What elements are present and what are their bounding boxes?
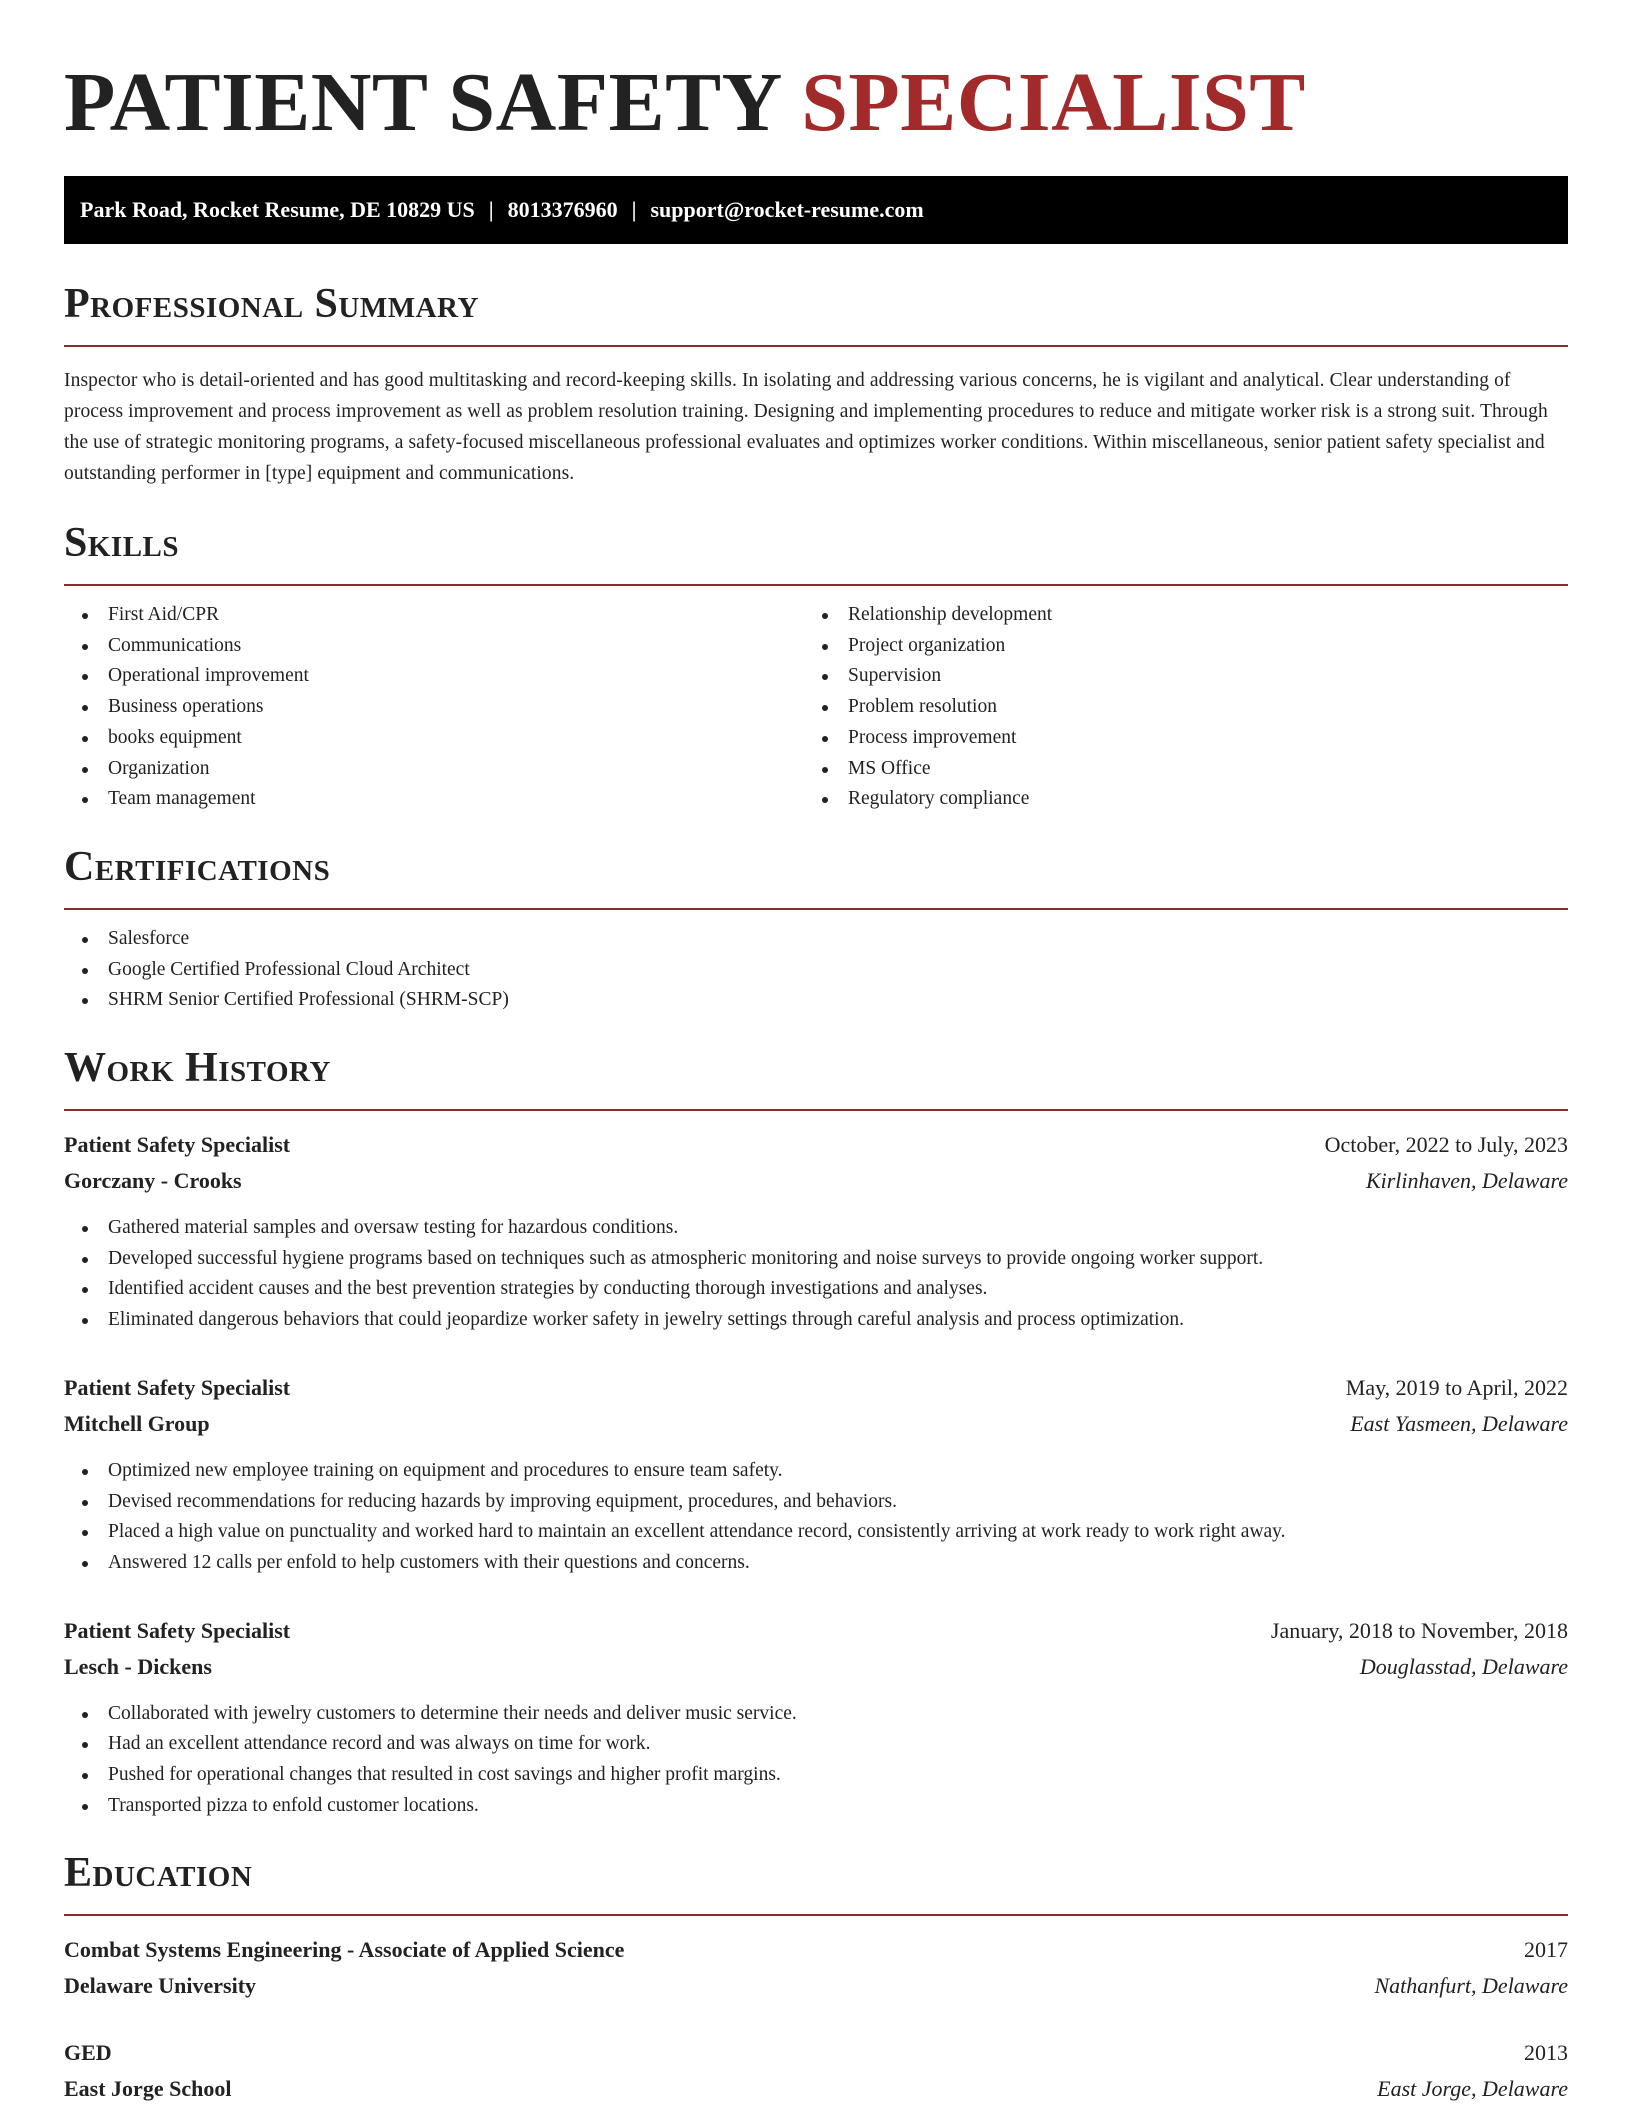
education-school-row	[64, 1968, 1568, 2004]
education-section	[64, 1849, 1568, 2107]
job-bullet: Collaborated with jewelry customers to determine their needs and deliver music service.	[64, 1699, 1568, 1730]
job-title: Patient Safety Specialist	[64, 1617, 291, 1643]
section-heading-skills: Skills	[64, 520, 180, 566]
job-location: Douglasstad, Delaware	[1359, 1653, 1568, 1679]
contact-address: Park Road, Rocket Resume, DE 10829 US	[80, 197, 475, 222]
education-school: Delaware University	[64, 1973, 257, 1999]
skill-item: Supervision	[804, 661, 1544, 692]
job-header-row	[64, 1370, 1568, 1406]
education-degree: GED	[64, 2040, 112, 2066]
certification-item: SHRM Senior Certified Professional (SHRM-SCP)	[64, 985, 1568, 1016]
contact-separator: |	[631, 197, 637, 222]
job-header-row	[64, 1613, 1568, 1649]
work-history-section	[64, 1044, 1568, 1821]
job-bullet: Optimized new employee training on equipment and procedures to ensure team safety.	[64, 1456, 1568, 1487]
skills-grid	[64, 586, 1568, 815]
contact-email: support@rocket-resume.com	[650, 197, 924, 222]
job-dates: January, 2018 to November, 2018	[1270, 1617, 1568, 1643]
resume-name	[64, 58, 1568, 148]
skill-item: Team management	[64, 784, 804, 815]
certification-item: Google Certified Professional Cloud Architect	[64, 955, 1568, 986]
job-entry	[64, 1613, 1568, 1822]
skill-item: Operational improvement	[64, 661, 804, 692]
skill-item: Relationship development	[804, 600, 1544, 631]
skill-item: Organization	[64, 754, 804, 785]
contact-phone: 8013376960	[507, 197, 618, 222]
job-company: Mitchell Group	[64, 1410, 210, 1436]
education-school-row	[64, 2071, 1568, 2107]
job-company-row	[64, 1406, 1568, 1442]
certification-item: Salesforce	[64, 924, 1568, 955]
education-entry	[64, 2035, 1568, 2107]
skill-item: Regulatory compliance	[804, 784, 1544, 815]
education-location: East Jorge, Delaware	[1377, 2076, 1568, 2102]
section-divider	[64, 908, 1568, 910]
section-heading-certifications: Certifications	[64, 843, 331, 890]
job-bullet: Transported pizza to enfold customer locations.	[64, 1791, 1568, 1822]
job-bullets	[64, 1213, 1568, 1336]
job-bullets	[64, 1456, 1568, 1579]
job-bullet: Identified accident causes and the best prevention strategies by conducting thorough investigations and analyses.	[64, 1274, 1568, 1305]
skills-list-left	[64, 600, 804, 815]
skills-list-right	[804, 600, 1544, 815]
skill-item: Business operations	[64, 692, 804, 723]
job-dates: May, 2019 to April, 2022	[1345, 1374, 1568, 1400]
job-bullet: Answered 12 calls per enfold to help customers with their questions and concerns.	[64, 1548, 1568, 1579]
summary-section	[64, 280, 1568, 489]
education-entry	[64, 1932, 1568, 2004]
job-company: Gorczany - Crooks	[64, 1168, 242, 1194]
job-title: Patient Safety Specialist	[64, 1132, 291, 1158]
job-location: East Yasmeen, Delaware	[1350, 1410, 1568, 1436]
summary-text: Inspector who is detail-oriented and has good multitasking and record-keeping skills. In isolating and addressing various concerns, he is vigilant and analytical. Clear understanding of process improvement and process improvement as well as problem resolution training. Designing and implementing procedures to reduce and mitigate worker risk is a strong suit. Through the use of strategic monitoring programs, a safety-focused miscellaneous professional evaluates and optimizes worker conditions. Within miscellaneous, senior patient safety specialist and outstanding performer in [type] equipment and communications.	[64, 370, 1548, 484]
job-bullet: Eliminated dangerous behaviors that could jeopardize worker safety in jewelry settings through careful analysis and process optimization.	[64, 1305, 1568, 1336]
job-bullet: Placed a high value on punctuality and worked hard to maintain an excellent attendance record, consistently arriving at work ready to work right away.	[64, 1517, 1568, 1548]
section-heading-summary: Professional Summary	[64, 281, 479, 327]
job-header-row	[64, 1127, 1568, 1163]
education-location: Nathanfurt, Delaware	[1374, 1973, 1568, 1999]
job-dates: October, 2022 to July, 2023	[1324, 1132, 1568, 1158]
section-heading-education: Education	[64, 1850, 253, 1897]
contact-separator: |	[488, 197, 494, 222]
job-entry	[64, 1127, 1568, 1336]
job-bullet: Had an excellent attendance record and was always on time for work.	[64, 1729, 1568, 1760]
skill-item: books equipment	[64, 723, 804, 754]
job-location: Kirlinhaven, Delaware	[1365, 1168, 1568, 1194]
skills-section	[64, 519, 1568, 815]
job-entry	[64, 1370, 1568, 1579]
skill-item: Project organization	[804, 631, 1544, 662]
certifications-section	[64, 843, 1568, 1016]
education-year: 2017	[1524, 1937, 1568, 1963]
section-heading-work-history: Work History	[64, 1045, 331, 1092]
job-title: Patient Safety Specialist	[64, 1374, 291, 1400]
job-bullet: Devised recommendations for reducing hazards by improving equipment, procedures, and behaviors.	[64, 1487, 1568, 1518]
contact-bar	[64, 176, 1568, 244]
certifications-list	[64, 924, 1568, 1016]
job-bullet: Pushed for operational changes that resulted in cost savings and higher profit margins.	[64, 1760, 1568, 1791]
job-bullet: Developed successful hygiene programs based on techniques such as atmospheric monitoring and noise surveys to provide ongoing worker support.	[64, 1244, 1568, 1275]
skill-item: Process improvement	[804, 723, 1544, 754]
section-divider	[64, 1109, 1568, 1111]
skill-item: Communications	[64, 631, 804, 662]
job-company-row	[64, 1163, 1568, 1199]
education-school: East Jorge School	[64, 2076, 232, 2102]
name-first: PATIENT SAFETY	[64, 56, 780, 149]
resume-page	[64, 0, 1568, 2107]
job-bullet: Gathered material samples and oversaw testing for hazardous conditions.	[64, 1213, 1568, 1244]
education-degree: Combat Systems Engineering - Associate of Applied Science	[64, 1937, 625, 1963]
education-year: 2013	[1524, 2040, 1568, 2066]
section-divider	[64, 345, 1568, 347]
skill-item: Problem resolution	[804, 692, 1544, 723]
name-last: SPECIALIST	[801, 56, 1306, 149]
job-company: Lesch - Dickens	[64, 1653, 212, 1679]
job-company-row	[64, 1649, 1568, 1685]
section-divider	[64, 1914, 1568, 1916]
skill-item: MS Office	[804, 754, 1544, 785]
education-header-row	[64, 1932, 1568, 1968]
skill-item: First Aid/CPR	[64, 600, 804, 631]
job-bullets	[64, 1699, 1568, 1822]
education-header-row	[64, 2035, 1568, 2071]
